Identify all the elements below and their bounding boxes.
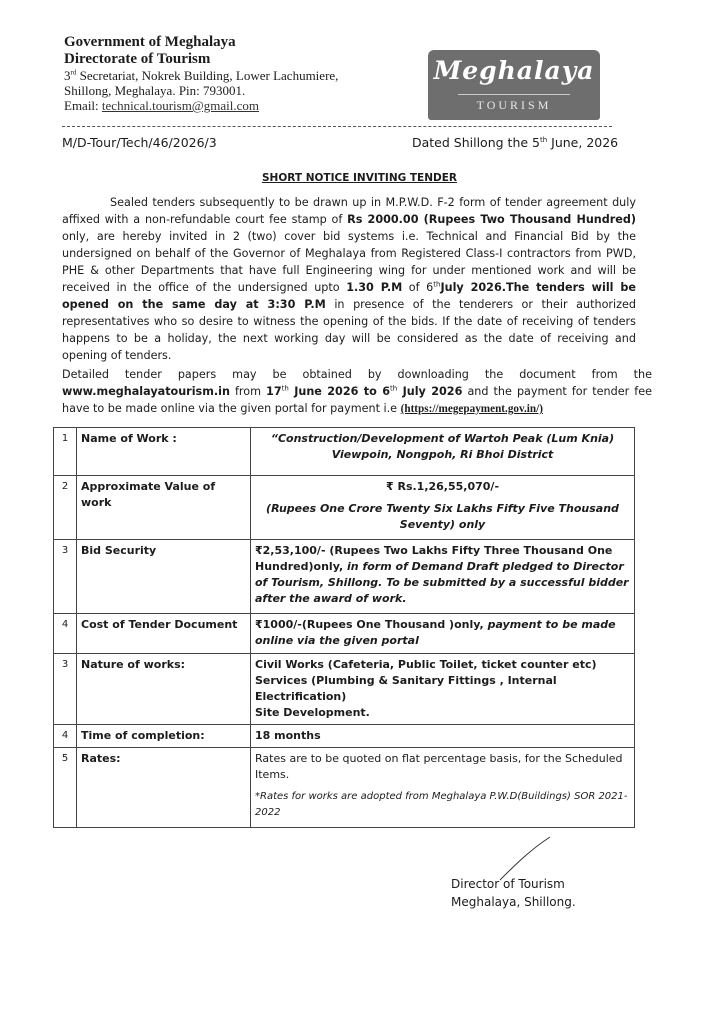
org-name: Government of Meghalaya (64, 34, 236, 50)
row-value: Rates are to be quoted on flat percentage basis, for the Scheduled Items. *Rates for works are adopted from Meghalaya P.W.D(Buildings) SOR 2021-2022 (251, 748, 635, 828)
table-row: 5 Rates: Rates are to be quoted on flat percentage basis, for the Scheduled Items. *Rates for works are adopted from Meghalaya P.W.D(Buildings) SOR 2021-2022 (54, 748, 635, 828)
tender-paragraph-1: Sealed tenders subsequently to be drawn up in M.P.W.D. F-2 form of tender agreement duly affixed with a non-refundable court fee stamp of Rs 2000.00 (Rupees Two Thousand Hundred) only, are hereby invited in 2 (two) cover bid systems i.e. Technical and Financial Bid by the undersigned on behalf of the Governor of Meghalaya from Registered Class-I contractors from PWD, PHE & other Departments that have full Engineering wing for under mentioned work and will be received in the office of the undersigned upto 1.30 P.M of 6thJuly 2026.The tenders will be opened on the same day at 3:30 P.M in presence of the tenderers or their authorized representatives who so desire to witness the opening of the bids. If the date of receiving of tenders happens to be a holiday, the next working day will be considered as the date of receiving and opening of tenders. (62, 196, 636, 362)
reference-number: M/D-Tour/Tech/46/2026/3 (62, 135, 217, 150)
row-label: Name of Work : (77, 428, 251, 476)
table-row: 1 Name of Work : “Construction/Development of Wartoh Peak (Lum Knia) Viewpoin, Nongpoh, Ri Bhoi District (54, 428, 635, 476)
payment-portal-link[interactable]: (https://megepayment.gov.in/) (400, 403, 543, 415)
logo-script-text: Meghalaya (433, 56, 595, 85)
logo-subtitle: TOURISM (476, 98, 552, 112)
tender-details-table (53, 427, 635, 828)
row-value: ₹ Rs.1,26,55,070/- (Rupees One Crore Twenty Six Lakhs Fifty Five Thousand Seventy) only (251, 476, 635, 540)
tender-paragraph-2: Detailed tender papers may be obtained by downloading the document from the www.meghalayatourism.in from 17th June 2026 to 6th July 2026 and the payment for tender fee have to be made online via the given portal for payment i.e (https://megepayment.gov.in/) (62, 368, 652, 415)
row-value: ₹2,53,100/- (Rupees Two Lakhs Fifty Three Thousand One Hundred)only, in form of Demand Draft pledged to Director of Tourism, Shillong. To be submitted by a successful bidder after the award of work. (251, 540, 635, 614)
tourism-logo (428, 50, 600, 120)
row-label: Cost of Tender Document (77, 614, 251, 654)
reference-date: Dated Shillong the 5th June, 2026 (412, 135, 619, 150)
row-label: Nature of works: (77, 654, 251, 725)
row-label: Approximate Value of work (77, 476, 251, 540)
address-line-1: 3rd Secretariat, Nokrek Building, Lower Lachumiere, (64, 68, 339, 83)
row-value: 18 months (251, 725, 635, 748)
table-row: 4 Time of completion: 18 months (54, 725, 635, 748)
directorate-name: Directorate of Tourism (64, 51, 211, 67)
signatory-title: Director of Tourism (451, 877, 565, 891)
email-link[interactable]: technical.tourism@gmail.com (101, 98, 260, 113)
address-line-2: Shillong, Meghalaya. Pin: 793001. (64, 83, 246, 98)
table-row: 2 Approximate Value of work ₹ Rs.1,26,55,070/- (Rupees One Crore Twenty Six Lakhs Fifty Five Thousand Seventy) only (54, 476, 635, 540)
email-line: Email: technical.tourism@gmail.com (64, 98, 260, 113)
table-row: 3 Bid Security ₹2,53,100/- (Rupees Two Lakhs Fifty Three Thousand One Hundred)only, in form of Demand Draft pledged to Director of Tourism, Shillong. To be submitted by a successful bidder after the award of work. (54, 540, 635, 614)
header-divider (62, 126, 612, 127)
signatory-block (451, 875, 576, 911)
row-value: “Construction/Development of Wartoh Peak (Lum Knia) Viewpoin, Nongpoh, Ri Bhoi District (251, 428, 635, 476)
row-label: Time of completion: (77, 725, 251, 748)
row-label: Rates: (77, 748, 251, 828)
letterhead (64, 34, 404, 113)
document-heading: SHORT NOTICE INVITING TENDER (262, 172, 457, 184)
row-label: Bid Security (77, 540, 251, 614)
table-row: 3 Nature of works: Civil Works (Cafeteria, Public Toilet, ticket counter etc) Services (Plumbing & Sanitary Fittings , Internal Electrification) Site Development. (54, 654, 635, 725)
table-row: 4 Cost of Tender Document ₹1000/-(Rupees One Thousand )only, payment to be made online via the given portal (54, 614, 635, 654)
row-value: ₹1000/-(Rupees One Thousand )only, payment to be made online via the given portal (251, 614, 635, 654)
signatory-location: Meghalaya, Shillong. (451, 895, 576, 909)
row-value: Civil Works (Cafeteria, Public Toilet, ticket counter etc) Services (Plumbing & Sanitary Fittings , Internal Electrification) Site Development. (251, 654, 635, 725)
